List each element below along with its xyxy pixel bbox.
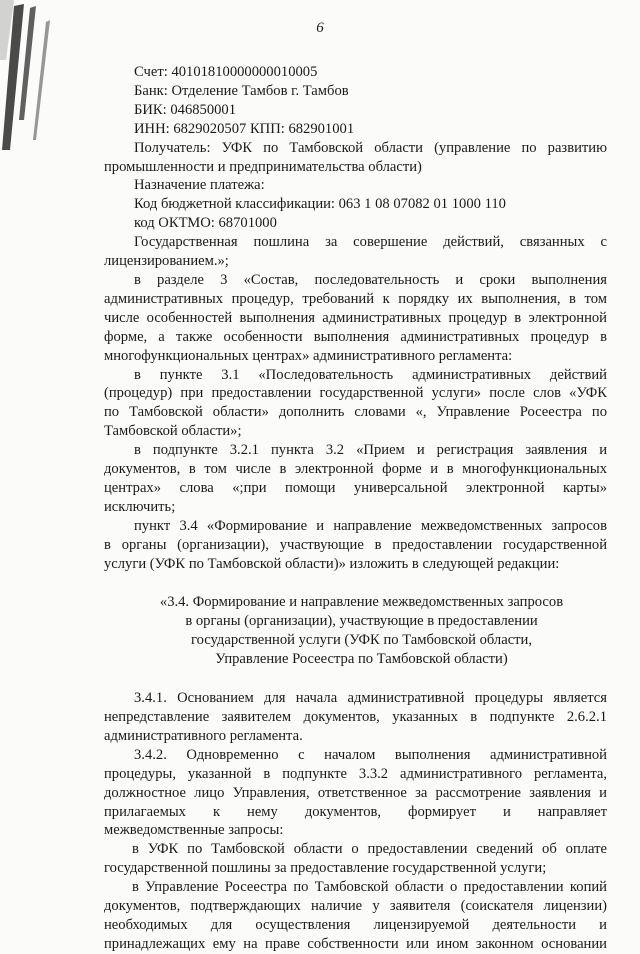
paragraph-line: прилагаемых к нему документов, формирует и направляет [104,803,607,820]
paragraph-line: пункт 3.4 «Формирование и направление межведомственных запросов [134,517,607,534]
heading-line: Управление Росеестра по Тамбовской области) [215,651,508,668]
paragraph-line: Тамбовской области»; [104,423,242,440]
paragraph-line: процедуры, указанной в подпункте 3.3.2 административного регламента, [104,765,607,782]
paragraph-p321 [104,441,607,517]
paragraph-line: административных процедур, требований к порядку их выполнения, в том [104,290,607,307]
heading-line: государственной услуги (УФК по Тамбовской области, [190,632,533,649]
paragraph-line: числе особенностей выполнения административных процедур в электронной [104,309,607,326]
inn-kpp-line: ИНН: 6829020507 КПП: 682901001 [134,120,355,137]
paragraph-line: 3.4.1. Основанием для начала административной процедуры является [134,690,607,707]
duty-line-2: лицензированием.»; [104,253,229,270]
bik-line: БИК: 046850001 [134,101,237,118]
paragraph-ufk-request [104,840,607,878]
heading-line: в органы (организации), участвующие в предоставлении [185,613,538,630]
paragraph-line: документов, в том числе в электронной форме и в многофункциональных [104,461,607,478]
paragraph-line: административного регламента. [104,727,303,744]
paragraph-line: в разделе 3 «Состав, последовательность и сроки выполнения [134,271,607,288]
kbk-line: Код бюджетной классификации: 063 1 08 07082 01 1000 110 [134,196,506,213]
paragraph-line: в пункте 3.1 «Последовательность административных действий [134,366,607,383]
paragraph-line: государственной пошлины за предоставление государственной услуги; [104,860,547,877]
paragraph-line: межведомственные запросы: [104,822,284,839]
recipient-line-1: Получатель: УФК по Тамбовской области (управление по развитию [134,139,607,156]
recipient-line-2: промышленности и предпринимательства области) [104,158,422,175]
paragraph-p341 [104,689,607,746]
paragraph-line: необходимых для осуществления лицензируемой деятельности и [104,916,607,933]
paragraph-line: в органы (организации), участвующие в предоставлении государственной [104,536,607,553]
payment-purpose: Назначение платежа: [134,177,265,194]
paragraph-line: исключить; [104,498,176,515]
paragraph-line: центрах» слова «;при помощи универсальной электронной карты» [104,479,607,496]
paragraph-rosreestr-request [104,878,607,954]
paragraph-line: должностное лицо Управления, ответственное за рассмотрение заявления и [104,784,607,801]
paragraph-line: многофункциональных центрах» административного регламента: [104,347,513,364]
document-body [104,63,607,954]
paragraph-line: непредставление заявителем документов, указанных в подпункте 2.6.2.1 [104,709,607,725]
section-heading-3-4 [104,593,607,669]
paragraph-section3 [104,271,607,366]
paragraph-line: в УФК по Тамбовской области о предоставлении сведений об оплате [132,841,607,858]
paragraph-line: в подпункте 3.2.1 пункта 3.2 «Прием и регистрация заявления и [134,442,607,459]
duty-line-1: Государственная пошлина за совершение действий, связанных с [134,234,607,251]
paragraph-p34 [104,517,607,574]
page-number: 6 [316,20,324,36]
heading-line: «3.4. Формирование и направление межведомственных запросов [159,594,564,611]
paragraph-p342 [104,746,607,841]
payment-requisites [104,63,607,271]
paragraph-line: документов, подтверждающих наличие у заявителя (соискателя лицензии) [104,898,607,915]
scan-edge-marks [0,0,70,150]
paragraph-line: 3.4.2. Одновременно с началом выполнения административной [134,746,607,763]
paragraph-line: (процедур) при предоставлении государственной услуги» после слов «УФК [104,385,607,402]
paragraph-line: в Управление Росеестра по Тамбовской области о предоставлении копий [132,879,607,896]
paragraph-line: услуги (УФК по Тамбовской области)» изложить в следующей редакции: [104,555,560,572]
paragraph-p31 [104,366,607,442]
bank-line: Банк: Отделение Тамбов г. Тамбов [134,82,349,99]
account-line: Счет: 40101810000000010005 [134,64,318,80]
paragraph-line: по Тамбовской области» дополнить словами «, Управление Росеестра по [104,404,607,421]
paragraph-line: форме, а также особенности выполнения административных процедур в [104,328,607,345]
oktmo-line: код ОКТМО: 68701000 [134,215,277,232]
paragraph-line: принадлежащих ему на праве собственности или ином законном основании [104,935,607,952]
